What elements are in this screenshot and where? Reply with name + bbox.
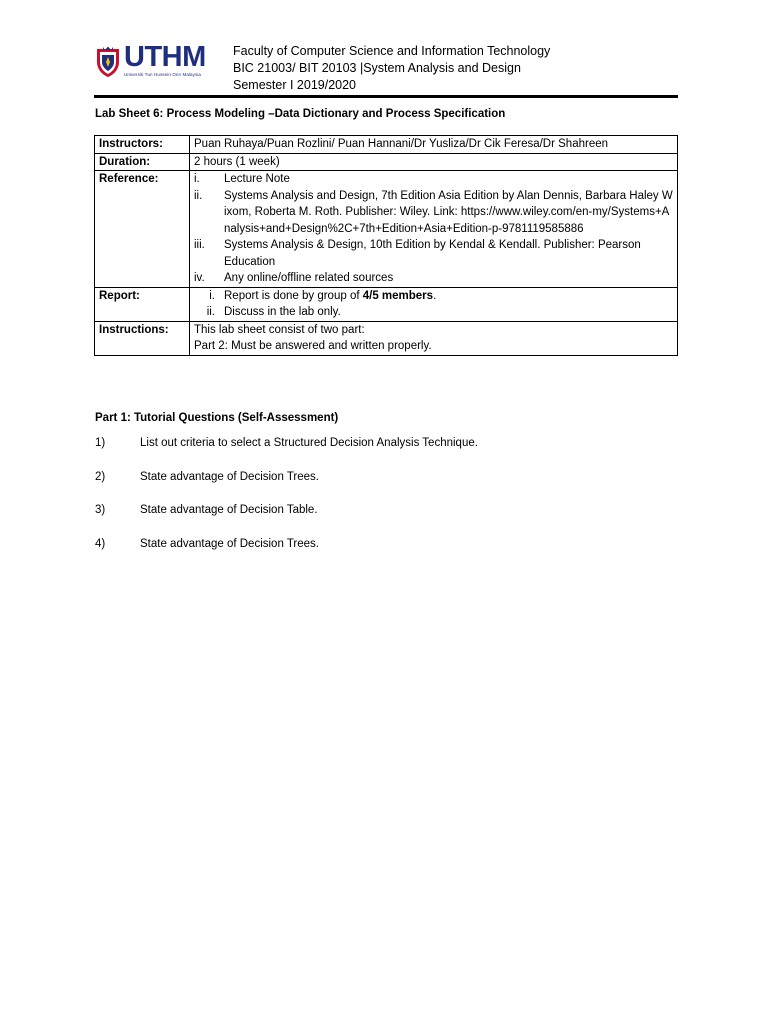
lab-sheet-title: Lab Sheet 6: Process Modeling –Data Dictionary and Process Specification (95, 108, 506, 120)
list-item (194, 270, 673, 287)
question-text: State advantage of Decision Trees. (140, 470, 319, 483)
duration-label: Duration: (95, 153, 190, 171)
list-item (194, 288, 673, 305)
instructions-line: This lab sheet consist of two part: (194, 323, 365, 336)
report-list (190, 287, 678, 321)
reference-list (190, 171, 678, 288)
question-item (95, 538, 478, 572)
question-number: 4) (95, 537, 106, 550)
uthm-logo (95, 41, 220, 82)
question-number: 2) (95, 470, 106, 483)
question-text: State advantage of Decision Table. (140, 504, 318, 516)
question-text: List out criteria to select a Structured Decision Analysis Technique. (140, 437, 478, 449)
duration-value: 2 hours (1 week) (190, 153, 678, 171)
list-number: ii. (194, 189, 203, 202)
table-row (95, 171, 678, 288)
instructions-line: Part 2: Must be answered and written properly. (194, 340, 432, 352)
table-row (95, 153, 678, 171)
header-divider (94, 95, 678, 98)
course-code: BIC 21003/ BIT 20103 |System Analysis and Design (233, 61, 521, 75)
logo-wordmark: UTHM (124, 41, 206, 73)
reference-text: Any online/offline related sources (224, 272, 394, 284)
question-number: 3) (95, 504, 106, 516)
list-number: i. (209, 289, 215, 302)
question-number: 1) (95, 437, 106, 449)
question-text: State advantage of Decision Trees. (140, 537, 319, 550)
semester: Semester I 2019/2020 (233, 78, 356, 92)
table-row (95, 136, 678, 154)
list-number: iii. (194, 239, 205, 251)
table-row (95, 287, 678, 321)
list-number: iv. (194, 272, 205, 284)
question-item (95, 471, 478, 505)
report-text: Report is done by group of 4/5 members. (224, 289, 437, 302)
list-item (194, 304, 673, 321)
question-item (95, 437, 478, 471)
instructors-label: Instructors: (95, 136, 190, 154)
reference-label: Reference: (95, 171, 190, 288)
instructions-value (190, 321, 678, 355)
document-header (233, 43, 550, 94)
reference-text: Systems Analysis and Design, 7th Edition Asia Edition by Alan Dennis, Barbara Haley Wixom, Roberta M. Roth. Publisher: Wiley. Link: https://www.wiley.com/en-my/Systems+Analysis+and+Design%2C+7th+Edition+Asia+Edition-p-9781119585886 (224, 189, 673, 235)
lab-info-table (94, 135, 678, 356)
report-text: Discuss in the lab only. (224, 306, 341, 318)
logo-tagline: Universiti Tun Hussein Onn Malaysia (124, 72, 202, 77)
reference-text: Systems Analysis & Design, 10th Edition by Kendal & Kendall. Publisher: Pearson Education (224, 239, 641, 268)
list-item (194, 188, 673, 238)
list-item (194, 171, 673, 188)
question-item (95, 504, 478, 538)
table-row (95, 321, 678, 355)
faculty-name: Faculty of Computer Science and Information Technology (233, 44, 551, 58)
list-item (194, 237, 673, 270)
report-label: Report: (95, 287, 190, 321)
instructions-label: Instructions: (95, 321, 190, 355)
list-number: ii. (206, 306, 215, 318)
list-number: i. (194, 173, 200, 185)
reference-text: Lecture Note (224, 173, 290, 185)
part1-title: Part 1: Tutorial Questions (Self-Assessment) (95, 412, 339, 424)
group-size: 4/5 members (362, 289, 434, 302)
uthm-shield-logo-icon (95, 46, 121, 78)
question-list (95, 437, 478, 571)
instructors-value: Puan Ruhaya/Puan Rozlini/ Puan Hannani/Dr Yusliza/Dr Cik Feresa/Dr Shahreen (190, 136, 678, 154)
